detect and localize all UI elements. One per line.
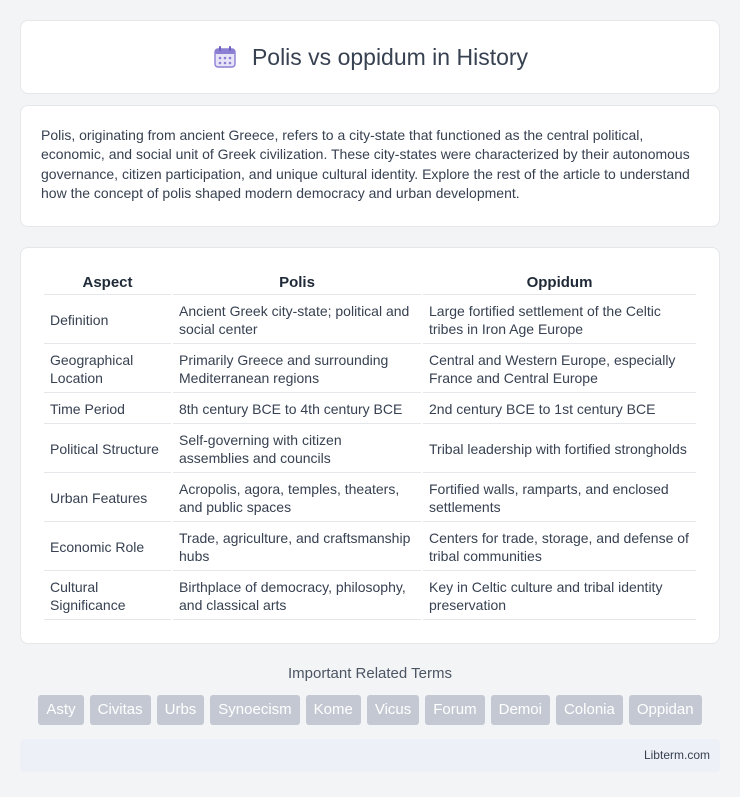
comparison-table <box>42 270 698 622</box>
cell-aspect: Political Structure <box>44 426 171 473</box>
cell-polis: Primarily Greece and surrounding Mediterranean regions <box>173 346 421 393</box>
tag-forum[interactable]: Forum <box>425 695 484 725</box>
table-row <box>44 524 696 571</box>
tag-demoi[interactable]: Demoi <box>491 695 550 725</box>
cell-polis: Self-governing with citizen assemblies and councils <box>173 426 421 473</box>
cell-polis: 8th century BCE to 4th century BCE <box>173 395 421 424</box>
cell-polis: Trade, agriculture, and craftsmanship hubs <box>173 524 421 571</box>
footer <box>20 739 720 772</box>
footer-brand-link[interactable]: Libterm.com <box>643 748 710 763</box>
cell-oppidum: Centers for trade, storage, and defense of tribal communities <box>423 524 696 571</box>
cell-oppidum: Large fortified settlement of the Celtic tribes in Iron Age Europe <box>423 297 696 344</box>
tag-urbs[interactable]: Urbs <box>157 695 205 725</box>
cell-aspect: Geographical Location <box>44 346 171 393</box>
table-header-row <box>44 272 696 295</box>
calendar-icon <box>212 44 238 70</box>
cell-oppidum: 2nd century BCE to 1st century BCE <box>423 395 696 424</box>
tag-civitas[interactable]: Civitas <box>90 695 151 725</box>
header-oppidum: Oppidum <box>423 272 696 295</box>
cell-polis: Birthplace of democracy, philosophy, and classical arts <box>173 573 421 620</box>
cell-oppidum: Tribal leadership with fortified strongholds <box>423 426 696 473</box>
cell-aspect: Time Period <box>44 395 171 424</box>
table-row <box>44 475 696 522</box>
table-row <box>44 426 696 473</box>
tag-asty[interactable]: Asty <box>38 695 83 725</box>
cell-aspect: Cultural Significance <box>44 573 171 620</box>
cell-polis: Acropolis, agora, temples, theaters, and public spaces <box>173 475 421 522</box>
comparison-card <box>20 247 720 644</box>
tag-kome[interactable]: Kome <box>306 695 361 725</box>
cell-aspect: Definition <box>44 297 171 344</box>
tag-colonia[interactable]: Colonia <box>556 695 623 725</box>
table-row <box>44 395 696 424</box>
table-row <box>44 297 696 344</box>
cell-oppidum: Key in Celtic culture and tribal identity preservation <box>423 573 696 620</box>
cell-oppidum: Fortified walls, ramparts, and enclosed settlements <box>423 475 696 522</box>
tag-vicus[interactable]: Vicus <box>367 695 419 725</box>
cell-polis: Ancient Greek city-state; political and social center <box>173 297 421 344</box>
intro-text: Polis, originating from ancient Greece, refers to a city-state that functioned as the central political, economic, and social unit of Greek civilization. These city-states were characterized by their autonomous governance, citizen participation, and unique cultural identity. Explore the rest of the article to understand how the concept of polis shaped modern democracy and urban development. <box>41 127 690 202</box>
cell-aspect: Urban Features <box>44 475 171 522</box>
cell-oppidum: Central and Western Europe, especially France and Central Europe <box>423 346 696 393</box>
tag-oppidan[interactable]: Oppidan <box>629 695 702 725</box>
intro-card <box>20 105 720 227</box>
page-title: Polis vs oppidum in History <box>251 43 529 70</box>
cell-aspect: Economic Role <box>44 524 171 571</box>
tag-synoecism[interactable]: Synoecism <box>210 695 299 725</box>
table-row <box>44 346 696 393</box>
header-card <box>20 20 720 94</box>
header-aspect: Aspect <box>44 272 171 295</box>
related-terms-list <box>20 695 720 725</box>
related-terms-title: Important Related Terms <box>288 664 452 682</box>
table-row <box>44 573 696 620</box>
header-polis: Polis <box>173 272 421 295</box>
